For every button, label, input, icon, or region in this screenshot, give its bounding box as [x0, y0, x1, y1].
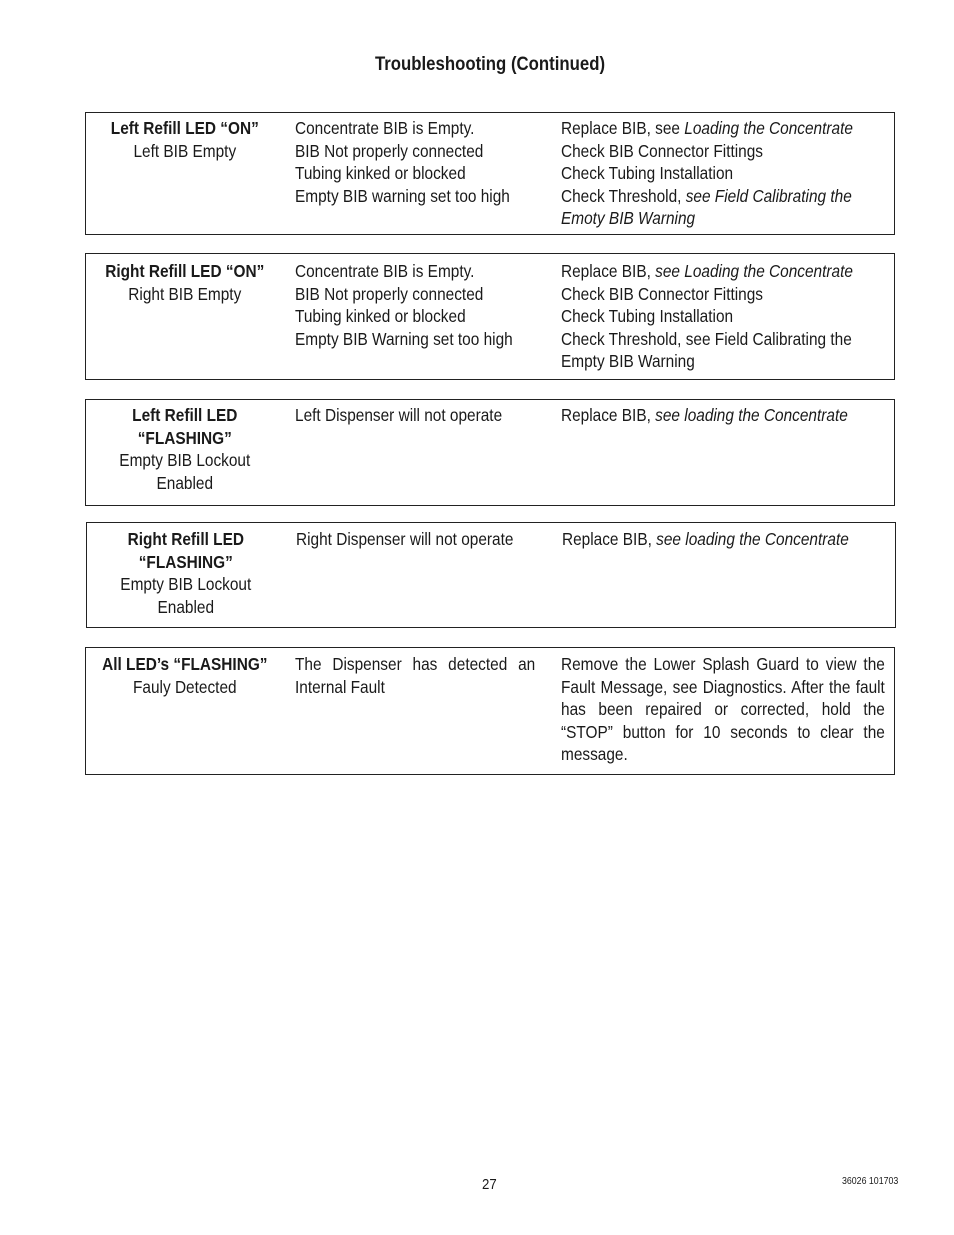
- problem-title: Right Refill LED: [127, 529, 244, 549]
- remedy-line: Check Tubing Installation: [561, 163, 734, 183]
- cause-line: Tubing kinked or blocked: [295, 163, 466, 183]
- remedy-reference: see loading the Concentrate: [656, 529, 849, 549]
- cause-line: Concentrate BIB is Empty.: [295, 261, 475, 281]
- remedy-reference: Loading the Concentrate: [684, 118, 853, 138]
- remedy-line: [561, 185, 853, 208]
- problem-subtitle: Enabled: [156, 472, 214, 493]
- cause-cell: [295, 117, 510, 207]
- cause-line: Empty BIB Warning set too high: [295, 328, 513, 349]
- problem-title: “FLASHING”: [138, 551, 233, 572]
- problem-subtitle: Empty BIB Lockout: [120, 574, 252, 594]
- troubleshooting-row-right-refill-on: [85, 253, 895, 380]
- cause-line: Empty BIB warning set too high: [295, 185, 510, 206]
- problem-cell: [97, 653, 273, 698]
- document-code: 36026 101703: [842, 1176, 899, 1187]
- cause-line: Left Dispenser will not operate: [295, 405, 503, 425]
- remedy-cell: [561, 404, 848, 427]
- problem-title: All LED’s “FLASHING”: [102, 654, 268, 674]
- remedy-text: Replace BIB,: [562, 529, 657, 549]
- cause-cell: [295, 260, 513, 350]
- cause-cell: [295, 404, 502, 427]
- problem-cell: [97, 117, 273, 162]
- problem-title: Left Refill LED: [132, 405, 238, 425]
- remedy-line: Check Tubing Installation: [561, 306, 734, 326]
- remedy-line: Empty BIB Warning: [561, 351, 695, 371]
- remedy-cell: Remove the Lower Splash Guard to view the Fault Message, see Diagnostics. After the fault has been repaired or corrected, hold the “STOP” button for 10 seconds to clear the message.: [561, 654, 885, 764]
- remedy-line: [561, 260, 853, 283]
- troubleshooting-row-right-refill-flashing: [86, 522, 896, 628]
- problem-subtitle: Fauly Detected: [133, 676, 237, 697]
- remedy-cell: [561, 260, 853, 373]
- page-number: 27: [482, 1176, 497, 1193]
- remedy-line: [561, 117, 853, 140]
- cause-line: BIB Not properly connected: [295, 140, 484, 161]
- remedy-line: Check BIB Connector Fittings: [561, 140, 764, 161]
- problem-cell: [97, 260, 273, 305]
- cause-line: BIB Not properly connected: [295, 283, 484, 304]
- cause-cell: The Dispenser has detected an Internal Fault: [295, 654, 536, 697]
- remedy-text: Replace BIB,: [561, 405, 656, 425]
- remedy-line: Check BIB Connector Fittings: [561, 283, 764, 304]
- problem-subtitle: Enabled: [157, 596, 215, 617]
- remedy-reference: see Loading the Concentrate: [655, 261, 853, 281]
- problem-cell: [98, 528, 274, 618]
- problem-subtitle: Left BIB Empty: [133, 140, 237, 161]
- page-title: Troubleshooting (Continued): [374, 53, 606, 75]
- cause-line: Concentrate BIB is Empty.: [295, 118, 475, 138]
- remedy-text: Replace BIB, see: [561, 118, 685, 138]
- problem-subtitle: Empty BIB Lockout: [119, 450, 251, 470]
- remedy-cell: [561, 117, 853, 230]
- remedy-line: [562, 528, 849, 551]
- troubleshooting-row-all-leds-flashing: [85, 647, 895, 775]
- problem-subtitle: Right BIB Empty: [128, 283, 242, 304]
- problem-title: Right Refill LED “ON”: [105, 261, 265, 281]
- problem-cell: [97, 404, 273, 494]
- cause-line: Tubing kinked or blocked: [295, 306, 466, 326]
- troubleshooting-row-left-refill-flashing: [85, 399, 895, 506]
- problem-title: “FLASHING”: [137, 427, 232, 448]
- remedy-cell: [562, 528, 849, 551]
- troubleshooting-row-left-refill-on: [85, 112, 895, 235]
- remedy-line: Check Threshold, see Field Calibrating the: [561, 328, 852, 349]
- remedy-text: Check Threshold,: [561, 185, 686, 206]
- remedy-reference: see loading the Concentrate: [655, 405, 848, 425]
- problem-title: Left Refill LED “ON”: [110, 118, 259, 138]
- cause-cell: [296, 528, 513, 551]
- remedy-reference: see Field Calibrating the: [685, 185, 852, 206]
- remedy-line: [561, 404, 848, 427]
- remedy-reference: Emoty BIB Warning: [561, 208, 696, 228]
- remedy-text: Replace BIB,: [561, 261, 656, 281]
- cause-line: Right Dispenser will not operate: [296, 529, 514, 549]
